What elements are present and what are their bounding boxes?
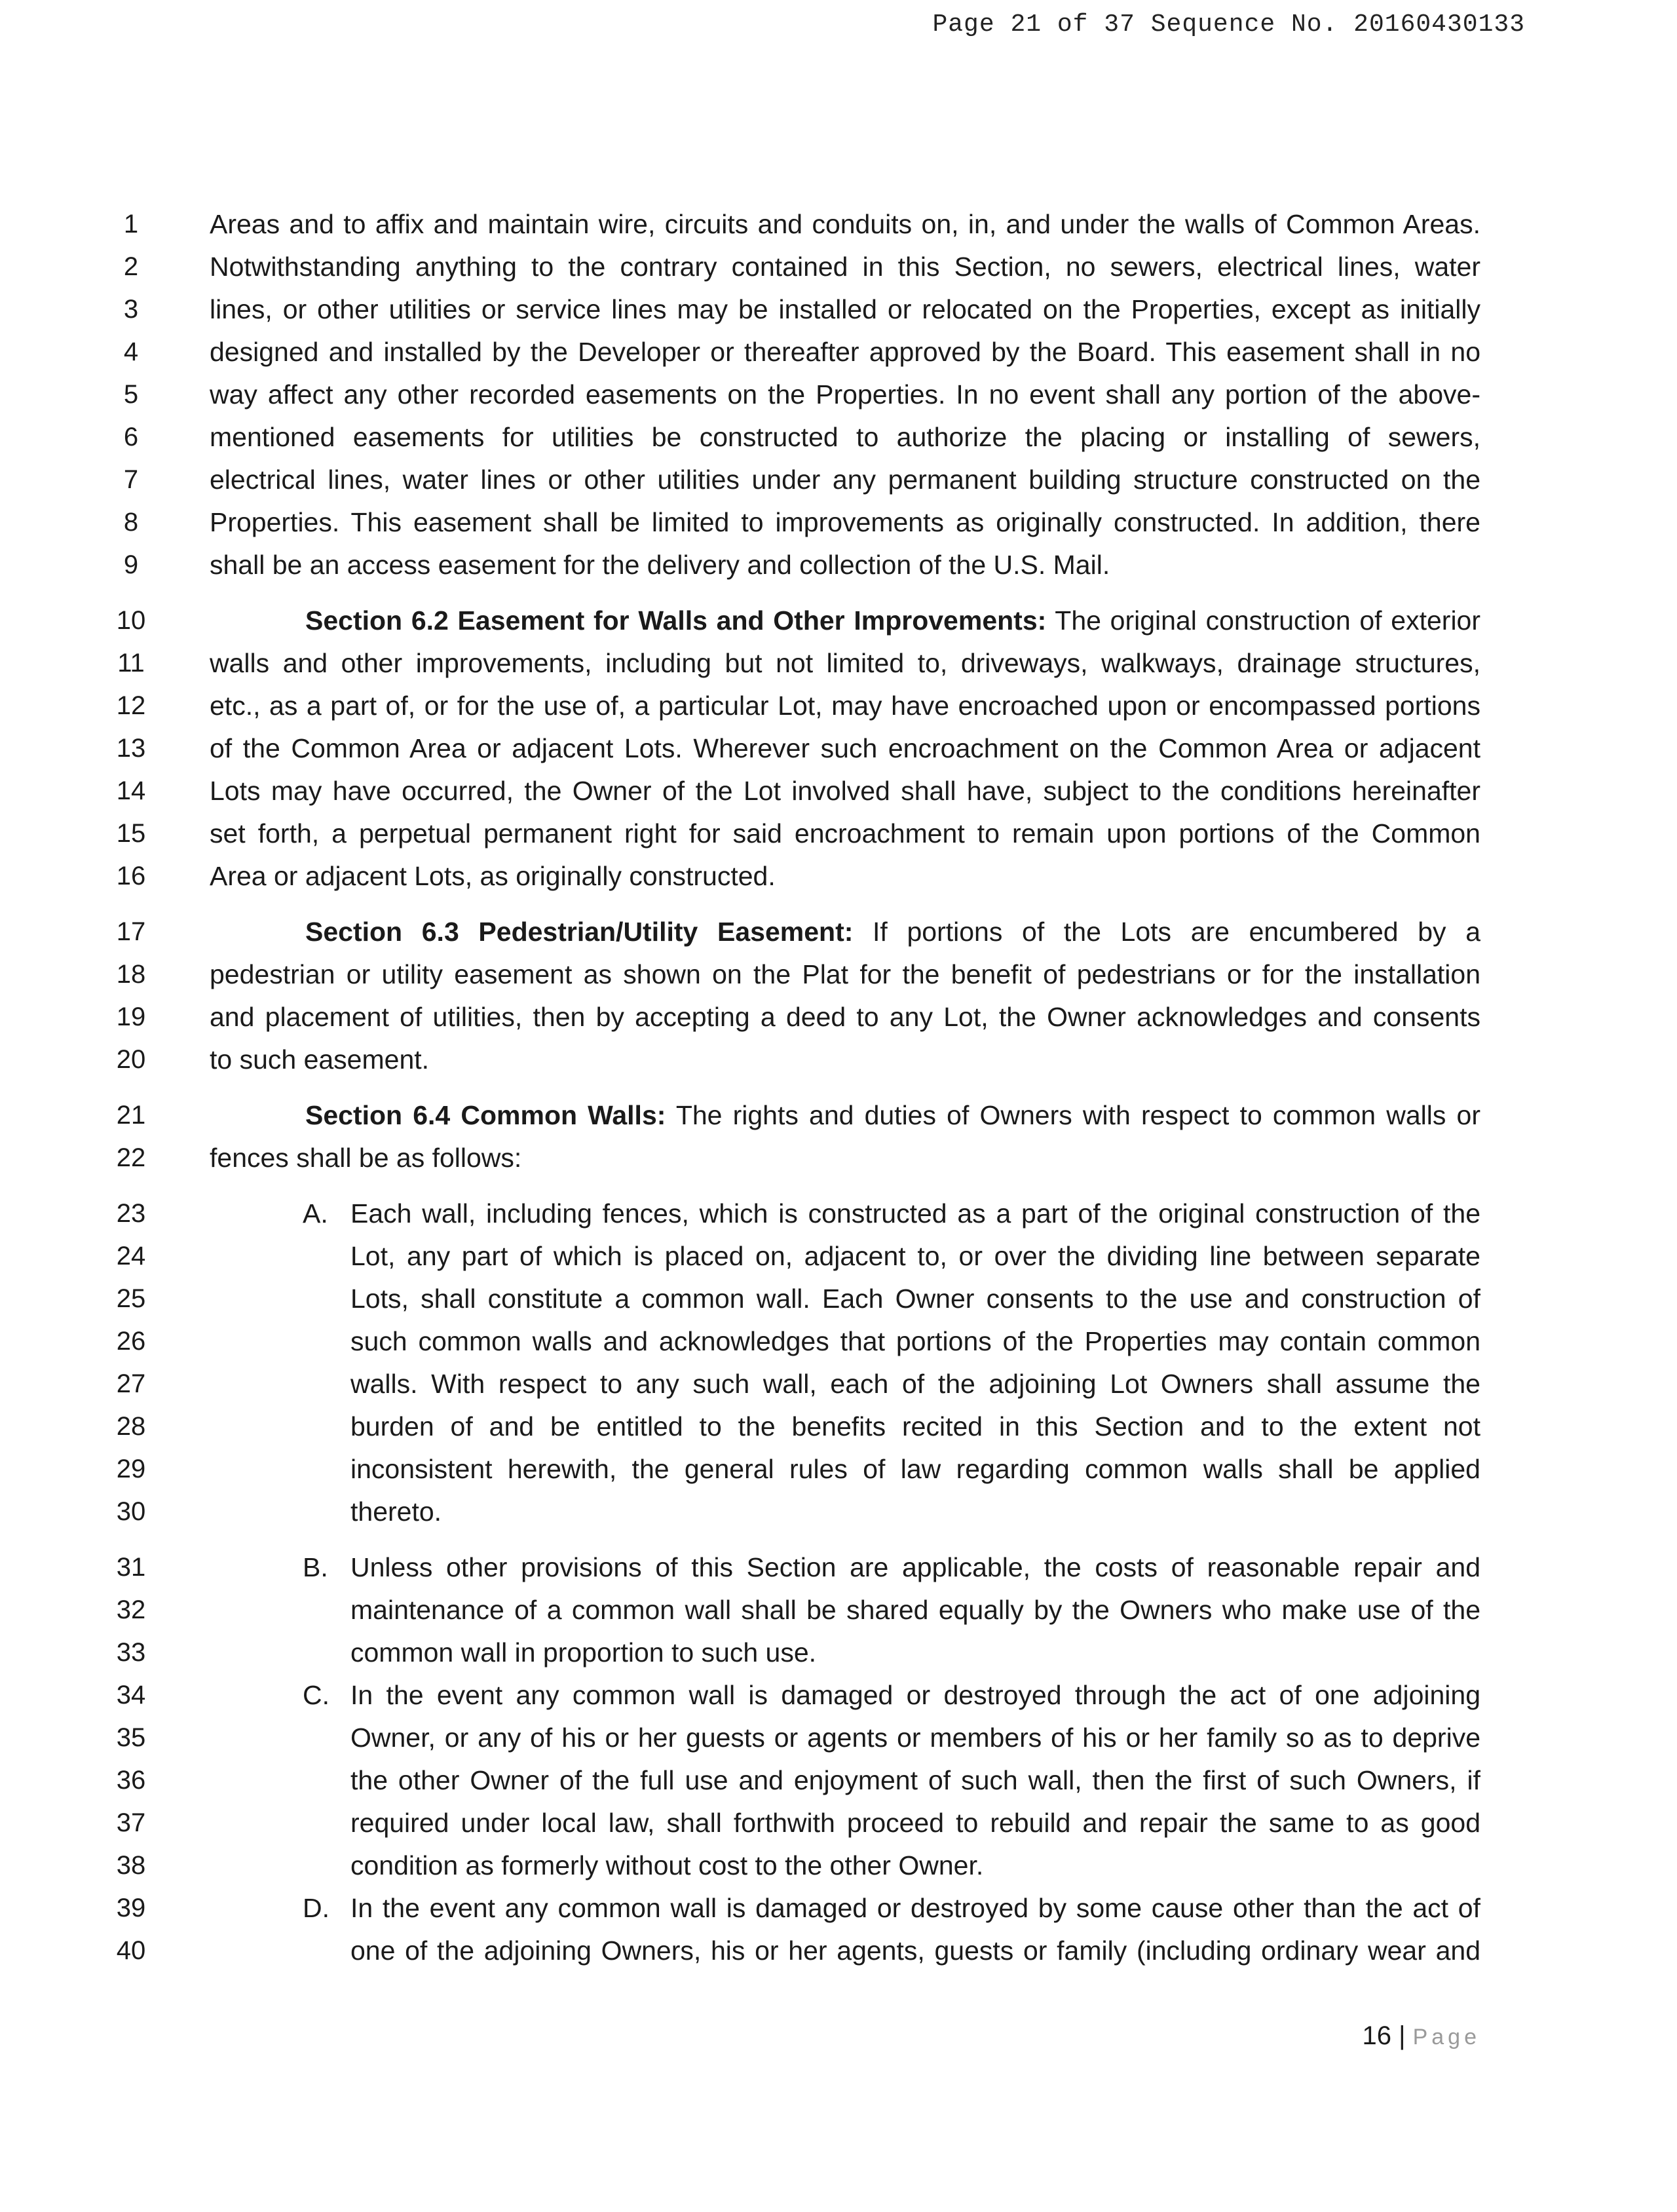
- line-number: 38: [116, 1851, 146, 1880]
- line-number: 13: [116, 734, 146, 763]
- line-number: 25: [116, 1284, 146, 1313]
- line-number: 7: [123, 465, 139, 494]
- list-item-line: [0, 1844, 1677, 1887]
- line-number: 15: [116, 819, 146, 848]
- list-item-line: [0, 1589, 1677, 1631]
- page-sequence-header: Page 21 of 37 Sequence No. 20160430133: [932, 10, 1525, 39]
- line-text: required under local law, shall forthwith proceed to rebuild and repair the same to as good: [350, 1808, 1480, 1838]
- line-text-rest: The original construction of exterior: [1046, 605, 1480, 636]
- text-line: [0, 246, 1677, 288]
- line-text: electrical lines, water lines or other utilities under any permanent building structure constructed on the: [210, 465, 1480, 495]
- line-text: Area or adjacent Lots, as originally constructed.: [210, 861, 776, 891]
- footer-page-label: Page: [1412, 2025, 1480, 2050]
- line-number: 4: [123, 337, 139, 366]
- line-text: Lots may have occurred, the Owner of the Lot involved shall have, subject to the conditions hereinafter: [210, 776, 1480, 806]
- line-text: etc., as a part of, or for the use of, a particular Lot, may have encroached upon or encompassed portions: [210, 691, 1480, 721]
- text-line: [0, 685, 1677, 727]
- line-number: 20: [116, 1045, 146, 1074]
- line-number: 33: [116, 1638, 146, 1667]
- line-number: 27: [116, 1369, 146, 1398]
- list-marker: C.: [303, 1680, 330, 1710]
- line-number: 39: [116, 1894, 146, 1922]
- text-line: [0, 1137, 1677, 1179]
- line-text: of the Common Area or adjacent Lots. Wherever such encroachment on the Common Area or adjacent: [210, 733, 1480, 763]
- list-item-line: [0, 1674, 1677, 1717]
- line-text: way affect any other recorded easements on the Properties. In no event shall any portion of the above-: [210, 379, 1480, 410]
- line-text: thereto.: [350, 1497, 442, 1527]
- line-text: Lot, any part of which is placed on, adjacent to, or over the dividing line between separate: [350, 1241, 1480, 1271]
- line-number: 36: [116, 1766, 146, 1795]
- line-text: fences shall be as follows:: [210, 1143, 522, 1173]
- line-number: 32: [116, 1595, 146, 1624]
- line-number: 31: [116, 1553, 146, 1582]
- line-number: 28: [116, 1412, 146, 1441]
- line-number: 1: [123, 210, 139, 238]
- line-text: lines, or other utilities or service lines may be installed or relocated on the Properties, except as initially: [210, 294, 1480, 324]
- line-number: 16: [116, 862, 146, 890]
- text-line: [0, 373, 1677, 416]
- text-line: [0, 1039, 1677, 1081]
- line-number: 30: [116, 1497, 146, 1526]
- line-text: inconsistent herewith, the general rules of law regarding common walls shall be applied: [350, 1454, 1480, 1484]
- line-number: 6: [123, 423, 139, 451]
- list-item-line: [0, 1717, 1677, 1759]
- line-text: shall be an access easement for the delivery and collection of the U.S. Mail.: [210, 550, 1110, 580]
- list-item-line: [0, 1363, 1677, 1405]
- line-text: common wall in proportion to such use.: [350, 1637, 817, 1668]
- line-number: 24: [116, 1242, 146, 1270]
- list-item-line: [0, 1405, 1677, 1448]
- line-text: In the event any common wall is damaged or destroyed by some cause other than the act of: [350, 1893, 1480, 1923]
- line-text: the other Owner of the full use and enjoyment of such wall, then the first of such Owners, if: [350, 1765, 1480, 1795]
- line-number: 8: [123, 508, 139, 537]
- list-marker: D.: [303, 1893, 330, 1923]
- line-text-rest: The rights and duties of Owners with respect to common walls or: [666, 1100, 1480, 1130]
- line-text: mentioned easements for utilities be constructed to authorize the placing or installing of sewers,: [210, 422, 1480, 452]
- text-line: [0, 953, 1677, 996]
- text-line: [0, 203, 1677, 246]
- line-text: condition as formerly without cost to the other Owner.: [350, 1850, 984, 1880]
- line-text: Each wall, including fences, which is constructed as a part of the original construction of the: [350, 1198, 1480, 1229]
- line-number: 2: [123, 252, 139, 281]
- line-text: Notwithstanding anything to the contrary contained in this Section, no sewers, electrical lines, water: [210, 252, 1480, 282]
- list-marker: B.: [303, 1552, 328, 1582]
- line-number: 10: [116, 606, 146, 635]
- list-item-line: [0, 1235, 1677, 1278]
- line-text: Lots, shall constitute a common wall. Each Owner consents to the use and construction of: [350, 1284, 1480, 1314]
- line-text: [210, 911, 1480, 953]
- list-item-line: [0, 1930, 1677, 1972]
- line-number: 9: [123, 550, 139, 579]
- line-number: 18: [116, 960, 146, 989]
- line-text: In the event any common wall is damaged or destroyed through the act of one adjoining: [350, 1680, 1480, 1710]
- line-text: Areas and to affix and maintain wire, circuits and conduits on, in, and under the walls of Common Areas.: [210, 209, 1480, 239]
- line-number: 17: [116, 917, 146, 946]
- line-text: maintenance of a common wall shall be shared equally by the Owners who make use of the: [350, 1595, 1480, 1625]
- line-number: 34: [116, 1681, 146, 1709]
- text-line: [0, 911, 1677, 953]
- text-line: [0, 459, 1677, 501]
- section-heading: Section 6.2 Easement for Walls and Other Improvements:: [305, 605, 1047, 636]
- list-item-line: [0, 1759, 1677, 1802]
- line-text: pedestrian or utility easement as shown on the Plat for the benefit of pedestrians or for the installation: [210, 959, 1480, 989]
- line-number: 14: [116, 776, 146, 805]
- line-text: set forth, a perpetual permanent right for said encroachment to remain upon portions of the Common: [210, 818, 1480, 849]
- list-item-line: [0, 1278, 1677, 1320]
- list-item-line: [0, 1320, 1677, 1363]
- text-line: [0, 855, 1677, 898]
- line-text: burden of and be entitled to the benefits recited in this Section and to the extent not: [350, 1411, 1480, 1441]
- section-heading: Section 6.3 Pedestrian/Utility Easement:: [305, 917, 854, 947]
- line-text: [210, 600, 1480, 642]
- list-item-line: [0, 1448, 1677, 1491]
- text-line: [0, 812, 1677, 855]
- text-line: [0, 770, 1677, 812]
- line-text: and placement of utilities, then by accepting a deed to any Lot, the Owner acknowledges and consents: [210, 1002, 1480, 1032]
- line-number: 29: [116, 1455, 146, 1483]
- line-number: 12: [116, 691, 146, 720]
- line-number: 11: [117, 649, 145, 677]
- line-text: Properties. This easement shall be limited to improvements as originally constructed. In addition, there: [210, 507, 1480, 537]
- line-number: 3: [123, 295, 139, 324]
- list-marker: A.: [303, 1198, 328, 1229]
- footer-separator: |: [1399, 2021, 1406, 2050]
- text-line: [0, 416, 1677, 459]
- line-text: to such easement.: [210, 1044, 430, 1075]
- line-text-rest: If portions of the Lots are encumbered by a: [853, 917, 1480, 947]
- list-item-line: [0, 1546, 1677, 1589]
- line-text: one of the adjoining Owners, his or her agents, guests or family (including ordinary wear and: [350, 1936, 1480, 1966]
- line-text: [210, 1094, 1480, 1137]
- line-number: 37: [116, 1808, 146, 1837]
- text-line: [0, 501, 1677, 544]
- footer-page-number: 16: [1362, 2021, 1391, 2050]
- line-number: 22: [116, 1143, 146, 1172]
- list-item-line: [0, 1887, 1677, 1930]
- list-item-line: [0, 1802, 1677, 1844]
- section-heading: Section 6.4 Common Walls:: [305, 1100, 666, 1130]
- text-line: [0, 331, 1677, 373]
- line-number: 19: [116, 1002, 146, 1031]
- line-number: 40: [116, 1936, 146, 1965]
- list-item-line: [0, 1192, 1677, 1235]
- line-number: 35: [116, 1723, 146, 1752]
- line-number: 21: [116, 1101, 146, 1130]
- document-body: [0, 203, 1677, 1972]
- line-text: Unless other provisions of this Section are applicable, the costs of reasonable repair and: [350, 1552, 1480, 1582]
- line-number: 5: [123, 380, 139, 409]
- text-line: [0, 996, 1677, 1039]
- list-item-line: [0, 1631, 1677, 1674]
- line-number: 23: [116, 1199, 146, 1228]
- list-item-line: [0, 1491, 1677, 1533]
- line-text: designed and installed by the Developer or thereafter approved by the Board. This easement shall in no: [210, 337, 1480, 367]
- text-line: [0, 727, 1677, 770]
- line-text: Owner, or any of his or her guests or agents or members of his or her family so as to deprive: [350, 1723, 1480, 1753]
- line-text: walls. With respect to any such wall, each of the adjoining Lot Owners shall assume the: [350, 1369, 1480, 1399]
- text-line: [0, 642, 1677, 685]
- text-line: [0, 288, 1677, 331]
- line-text: such common walls and acknowledges that portions of the Properties may contain common: [350, 1326, 1480, 1356]
- text-line: [0, 1094, 1677, 1137]
- page-footer: [1362, 2021, 1480, 2051]
- text-line: [0, 600, 1677, 642]
- line-number: 26: [116, 1327, 146, 1356]
- line-text: walls and other improvements, including but not limited to, driveways, walkways, drainage structures,: [210, 648, 1480, 678]
- text-line: [0, 544, 1677, 586]
